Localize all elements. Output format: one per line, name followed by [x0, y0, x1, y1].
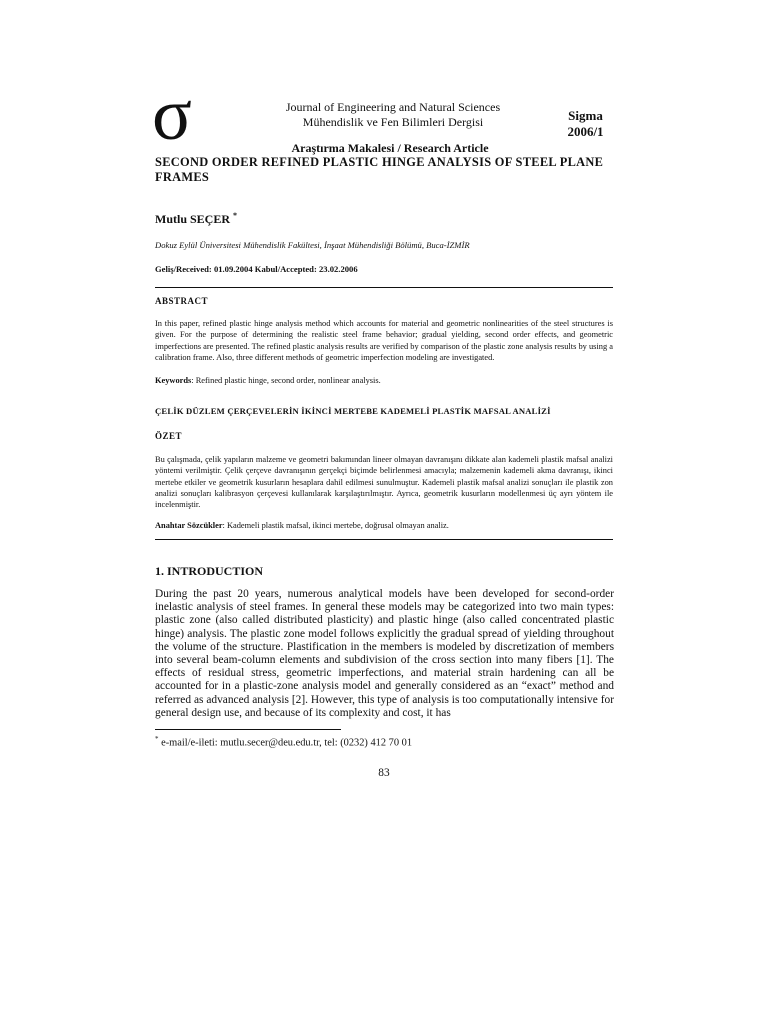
keywords [155, 375, 613, 386]
journal-name-english: Journal of Engineering and Natural Sciences [285, 100, 501, 114]
abstract-body: In this paper, refined plastic hinge analysis method which accounts for material and geometric nonlinearities of the steel structures is given. For the purpose of determining the realistic steel frame behavior; gradual yielding, second order effects, and geometric imperfections are presented. The refined plastic analysis results are verified by comparison of the plastic zone analysis results by using a calibration frame. Also, three different methods of geometric imperfection modeling are investigated. [155, 319, 613, 362]
author-affiliation: Dokuz Eylül Üniversitesi Mühendislik Fakültesi, İnşaat Mühendisliği Bölümü, Buca-İZMİR [155, 240, 470, 250]
footnote [155, 735, 615, 748]
author-name-text: Mutlu SEÇER [155, 212, 231, 226]
footnote-mark: * [155, 735, 159, 743]
footnote-divider [155, 729, 341, 730]
introduction-heading: 1. INTRODUCTION [155, 564, 264, 578]
article-type: Araştırma Makalesi / Research Article [291, 141, 489, 155]
journal-name-turkish: Mühendislik ve Fen Bilimleri Dergisi [302, 115, 484, 129]
divider-top [155, 287, 613, 288]
footnote-text: e-mail/e-ileti: mutlu.secer@deu.edu.tr, tel: (0232) 412 70 01 [158, 737, 413, 749]
ozet-body: Bu çalışmada, çelik yapıların malzeme ve geometri bakımından lineer olmayan davranışını dikkate alan kademeli plastik mafsal analizi yöntemi verilmiştir. Çelik çerçeve davranışının gerçekçi biçimde belirlenmesi amacıyla; malzemenin kademeli akma davranışı, ikinci mertebe etkiler ve geometrik kusurların hesaplara dahil edilmesi sunulmuştur. Kademeli plastik mafsal analizi sonuçları ile plastik zon analizi sonuçları kalibrasyon çerçevesi kullanılarak karşılaştırılmıştır. Ayrıca, geometrik kusurların modellenmesi üç ayrı yöntem ile incelenmiştir. [155, 455, 613, 510]
journal-sigma-label: Sigma [568, 108, 603, 123]
sigma-logo: σ [152, 74, 192, 156]
page-number: 83 [378, 767, 390, 779]
author-footnote-mark: * [233, 211, 238, 220]
anahtar-label: Anahtar Sözcükler [155, 521, 223, 530]
keywords-label: Keywords [155, 376, 192, 385]
anahtar-text: : Kademeli plastik mafsal, ikinci mertebe, doğrusal olmayan analiz. [222, 521, 449, 530]
received-accepted-dates: Geliş/Received: 01.09.2004 Kabul/Accepted: 23.02.2006 [155, 264, 358, 274]
turkish-title: ÇELİK DÜZLEM ÇERÇEVELERİN İKİNCİ MERTEBE KADEMELİ PLASTİK MAFSAL ANALİZİ [155, 406, 551, 416]
introduction-body: During the past 20 years, numerous analytical models have been developed for second-order inelastic analysis of steel frames. In general these models may be categorized into two main types: plastic zone (also called distributed plasticity) and plastic hinge (also called concentrated plastic hinge) analysis. The plastic zone model follows explicitly the gradual spread of yielding throughout the volume of the structure. Plastification in the members is modeled by discretization of members into several beam-column elements and subdivision of the cross section into many fibers [1]. The effects of residual stress, geometric imperfections, and material strain hardening can all be accounted for in a plastic-zone analysis model and generally considered as an “exact” method and referred as advanced analysis [2]. However, this type of analysis is too computationally intensive for general design use, and because of its complexity and cost, it has [155, 588, 614, 719]
ozet-heading: ÖZET [155, 431, 183, 441]
divider-bottom [155, 539, 613, 540]
paper-title: SECOND ORDER REFINED PLASTIC HINGE ANALYSIS OF STEEL PLANE FRAMES [155, 155, 604, 184]
keywords-text: : Refined plastic hinge, second order, nonlinear analysis. [191, 376, 381, 385]
abstract-heading: ABSTRACT [155, 296, 209, 306]
journal-year: 2006/1 [567, 124, 604, 139]
author-name [155, 211, 237, 227]
anahtar-sozcukler [155, 520, 613, 531]
journal-issue [548, 108, 623, 140]
journal-name [258, 100, 528, 130]
